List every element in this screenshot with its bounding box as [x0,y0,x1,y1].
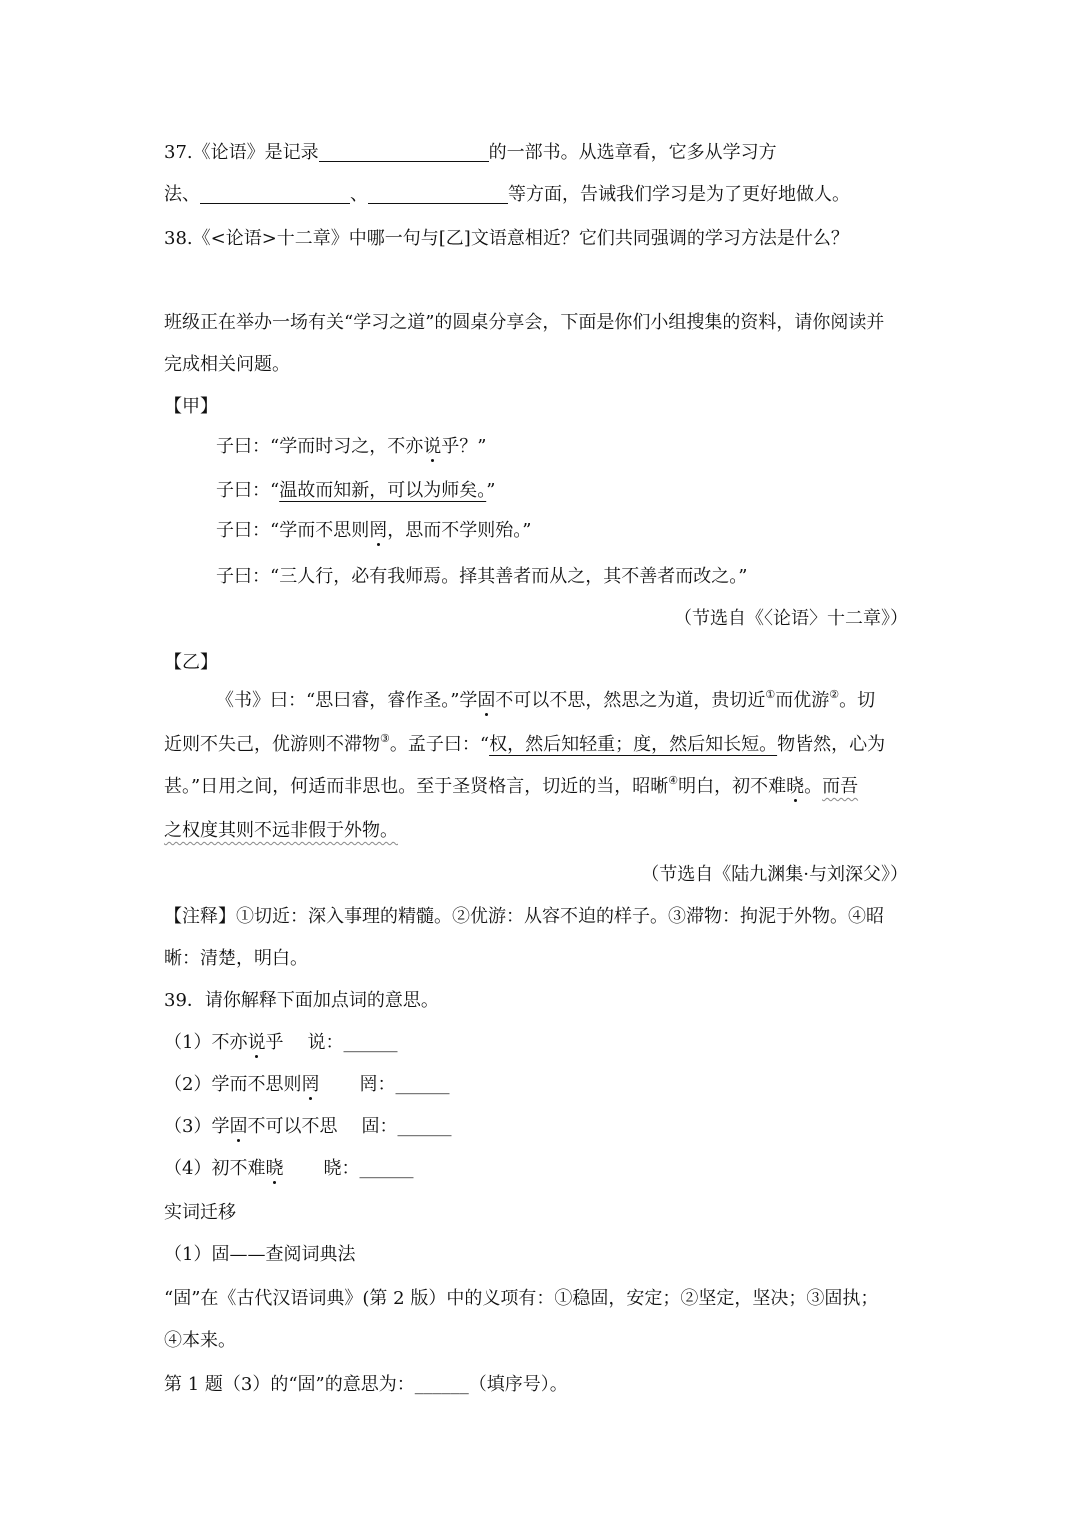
transfer-answer-blank[interactable]: ______ [414,1374,469,1395]
q39-item-text: 乎 [265,1032,284,1053]
q39-item-number: （4） [164,1158,212,1179]
yi-label: 【乙】 [164,652,218,673]
q37-text-c: 法、 [164,184,200,205]
q39-item-key: 固： [361,1116,398,1137]
intro-line2: 完成相关问题。 [164,354,290,375]
transfer-question-text: 第 1 题（3）的“固”的意思为： [164,1374,415,1395]
yi-line3-text-a: 甚。”日用之间，何适而非思也。至于圣贤格言，切近的当，昭晰 [164,776,669,797]
q37-text-b: 的一部书。从选章看，它多从学习方 [488,142,777,163]
q39-answer-blank-2[interactable]: ______ [395,1074,450,1095]
dotted-word: 罔 [301,1074,320,1095]
q39-item-text: 初不难 [211,1158,266,1179]
jia-line2-text-b: ” [486,480,496,501]
yi-line2-text-c: 物皆然，心为 [777,734,886,755]
yi-line3 [164,774,858,800]
q39-item-3 [164,1114,451,1140]
q39-item-key: 晓： [323,1158,360,1179]
notes-line1: 【注释】①切近：深入事理的精髓。②优游：从容不迫的样子。③滞物：拘泥于外物。④昭 [164,906,884,927]
transfer-title: 实词迁移 [164,1202,236,1223]
q39-item-2 [164,1072,449,1098]
q38-question: 38.《<论语>十二章》中哪一句与[乙]文语意相近？它们共同强调的学习方法是什么？ [164,228,849,249]
q37-text-d: 等方面，告诫我们学习是为了更好地做人。 [508,184,850,205]
q39-item-text: 不可以不思 [247,1116,338,1137]
jia-line3 [216,518,531,544]
transfer-question-hint: （填序号）。 [468,1374,568,1395]
jia-line3-text-b: ，思而不学则殆。” [387,520,532,541]
dotted-word-gu: 固 [477,690,496,711]
dotted-word-shuo: 说 [423,436,442,457]
yi-line1 [216,688,875,714]
transfer-question [164,1372,568,1398]
dotted-word: 固 [229,1116,248,1137]
dotted-word: 晓 [265,1158,284,1179]
jia-line2 [216,478,495,504]
footnote-marker-2: ② [829,688,840,701]
dotted-word-wang: 罔 [369,520,388,541]
yi-line4 [164,818,398,844]
q37-answer-blank-1[interactable] [319,141,489,162]
yi-line2-text-b: 。孟子曰：“ [389,734,490,755]
jia-line1-text-a: 子曰：“学而时习之，不亦 [216,436,424,457]
dotted-word-xiao: 晓 [786,776,805,797]
q39-item-number: （3） [164,1116,212,1137]
q37-line2 [164,182,850,208]
jia-line3-text-a: 子曰：“学而不思则 [216,520,370,541]
jia-label: 【甲】 [164,396,218,417]
q39-title: 39．请你解释下面加点词的意思。 [164,990,439,1011]
q39-item-number: （1） [164,1032,212,1053]
jia-line1 [216,434,486,460]
yi-line1-text-c: 而优游 [775,690,830,711]
intro-line1: 班级正在举办一场有关“学习之道”的圆桌分享会，下面是你们小组搜集的资料，请你阅读并 [164,312,885,333]
dotted-word: 说 [247,1032,266,1053]
q39-item-text: 学而不思则 [211,1074,302,1095]
q39-answer-blank-1[interactable]: ______ [343,1032,398,1053]
jia-line4: 子曰：“三人行，必有我师焉。择其善者而从之，其不善者而改之。” [216,566,748,587]
q39-item-key: 说： [307,1032,344,1053]
q37-separator: 、 [350,184,368,205]
q39-item-1 [164,1030,397,1056]
jia-line1-text-b: 乎？” [441,436,487,457]
yi-line1-text-d: 。切 [839,690,876,711]
notes-line2: 晰：清楚，明白。 [164,948,308,969]
q39-item-text: 学 [211,1116,230,1137]
q39-answer-blank-3[interactable]: ______ [397,1116,452,1137]
q39-item-number: （2） [164,1074,212,1095]
q37-answer-blank-3[interactable] [368,183,508,204]
transfer-definition-line1: “固”在《古代汉语词典》(第 2 版）中的义项有：①稳固，安定；②坚定，坚决；③固执； [164,1288,879,1309]
yi-line1-text-b: 不可以不思，然思之为道，贵切近 [495,690,766,711]
wavy-underlined-text-a: 而吾 [822,776,859,797]
yi-line2-text-a: 近则不失己，优游则不滞物 [164,734,380,755]
jia-source: （节选自《〈论语〉十二章》） [674,608,908,629]
q39-item-4 [164,1156,413,1182]
footnote-marker-3: ③ [380,732,390,745]
q39-answer-blank-4[interactable]: ______ [359,1158,414,1179]
jia-line2-text-a: 子曰：“ [216,480,280,501]
transfer-subtitle: （1）固——查阅词典法 [164,1244,356,1265]
yi-line3-text-b: 明白，初不难 [678,776,787,797]
footnote-marker-4: ④ [668,774,679,787]
yi-line1-text-a: 《书》曰：“思曰睿，睿作圣。”学 [216,690,478,711]
footnote-marker-1: ① [765,688,776,701]
q37-answer-blank-2[interactable] [200,183,350,204]
q37-line1 [164,140,777,166]
q37-text-a: 37.《论语》是记录 [164,142,319,163]
yi-line3-text-c: 。 [804,776,823,797]
wavy-underlined-text-b: 之权度其则不远非假于外物。 [164,820,398,841]
underlined-sentence-wengu: 温故而知新，可以为师矣。 [279,480,487,501]
underlined-sentence-quan: 权，然后知轻重；度，然后知长短。 [489,734,778,755]
q39-item-text: 不亦 [211,1032,248,1053]
yi-source: （节选自《陆九渊集·与刘深父》） [641,864,908,885]
q39-item-key: 罔： [359,1074,396,1095]
yi-line2 [164,732,885,758]
transfer-definition-line2: ④本来。 [164,1330,236,1351]
